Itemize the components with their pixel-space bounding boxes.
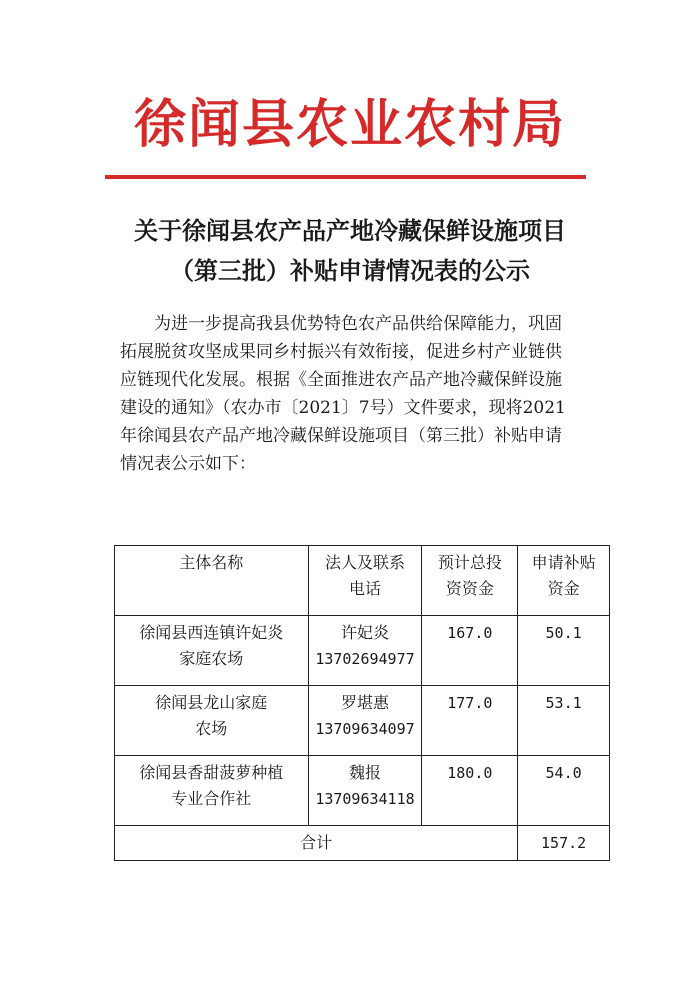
document-title bbox=[0, 211, 700, 291]
body-line: 年徐闻县农产品产地冷藏保鲜设施项目（第三批）补贴申请 bbox=[120, 426, 562, 446]
body-line: 为进一步提高我县优势特色农产品供给保障能力，巩固 bbox=[154, 314, 562, 334]
header-total-investment: 预计总投 资资金 bbox=[422, 546, 518, 616]
header-subsidy-requested: 申请补贴 资金 bbox=[518, 546, 610, 616]
table-header-row bbox=[115, 546, 610, 616]
cell-total-investment: 180.0 bbox=[422, 756, 518, 826]
table-row bbox=[115, 686, 610, 756]
body-line: 拓展脱贫攻坚成果同乡村振兴有效衔接，促进乡村产业链供 bbox=[120, 342, 562, 362]
cell-total-investment: 167.0 bbox=[422, 616, 518, 686]
title-line-1: 关于徐闻县农产品产地冷藏保鲜设施项目 bbox=[134, 216, 566, 245]
table-row bbox=[115, 756, 610, 826]
body-paragraph bbox=[120, 310, 590, 478]
title-line-2: （第三批）补贴申请情况表的公示 bbox=[170, 256, 530, 285]
cell-contact: 魏报 13709634118 bbox=[308, 756, 422, 826]
body-line: 建设的通知》（农办市〔2021〕7号）文件要求，现将2021 bbox=[120, 398, 566, 418]
announcement-body bbox=[120, 310, 590, 478]
body-line: 应链现代化发展。根据《全面推进农产品产地冷藏保鲜设施 bbox=[120, 370, 562, 390]
agency-header: 徐闻县农业农村局 bbox=[133, 94, 566, 155]
cell-entity-name: 徐闻县西连镇许妃炎 家庭农场 bbox=[115, 616, 309, 686]
cell-total-investment: 177.0 bbox=[422, 686, 518, 756]
table-row bbox=[115, 616, 610, 686]
cell-total-label: 合计 bbox=[115, 826, 518, 861]
subsidy-table bbox=[114, 545, 610, 861]
cell-contact: 罗堪惠 13709634097 bbox=[308, 686, 422, 756]
cell-subsidy: 54.0 bbox=[518, 756, 610, 826]
cell-subsidy: 50.1 bbox=[518, 616, 610, 686]
header-entity-name: 主体名称 bbox=[115, 546, 309, 616]
cell-total-value: 157.2 bbox=[518, 826, 610, 861]
cell-subsidy: 53.1 bbox=[518, 686, 610, 756]
cell-entity-name: 徐闻县龙山家庭 农场 bbox=[115, 686, 309, 756]
header-contact: 法人及联系 电话 bbox=[308, 546, 422, 616]
cell-contact: 许妃炎 13702694977 bbox=[308, 616, 422, 686]
red-divider-line bbox=[105, 175, 586, 179]
table-total-row bbox=[115, 826, 610, 861]
body-line: 情况表公示如下： bbox=[120, 454, 256, 474]
cell-entity-name: 徐闻县香甜菠萝种植 专业合作社 bbox=[115, 756, 309, 826]
